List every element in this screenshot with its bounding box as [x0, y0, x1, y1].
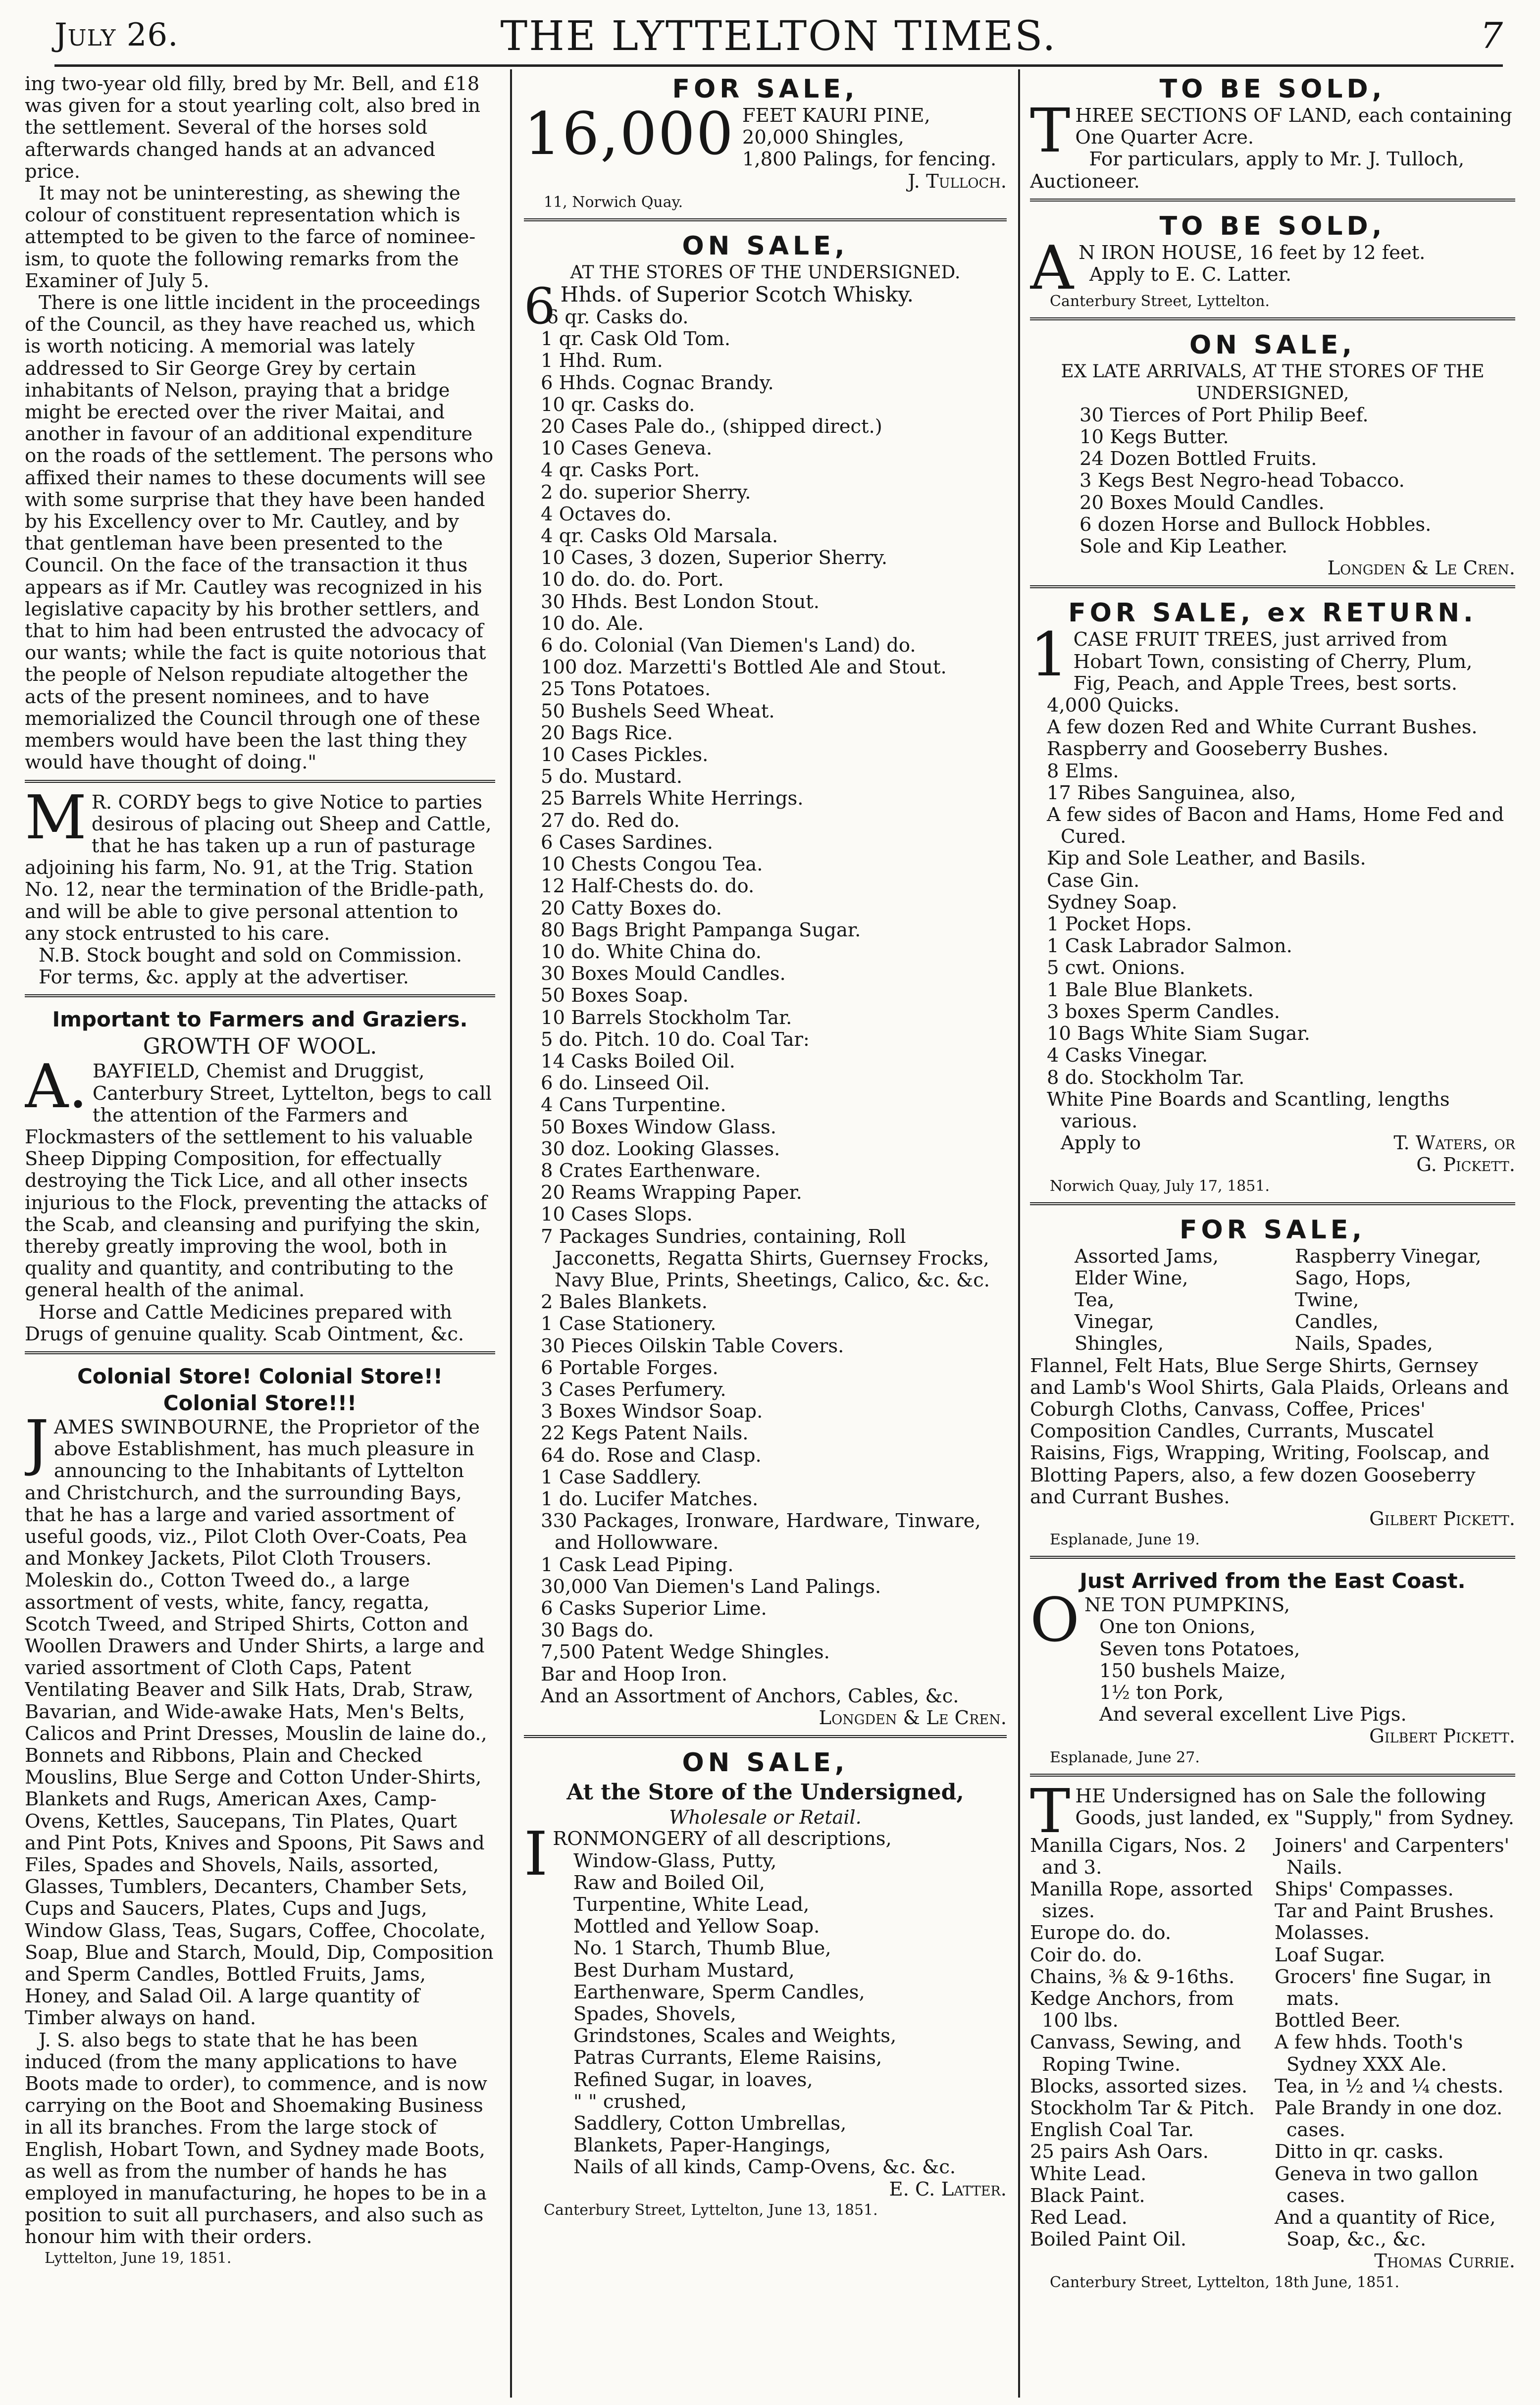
list-item: Window-Glass, Putty, [573, 1849, 777, 1872]
list-item: 10 do. Ale. [541, 612, 644, 635]
divider [524, 218, 1007, 221]
ad-heading: Just Arrived from the East Coast. [1079, 1569, 1466, 1593]
column-2 [524, 73, 1007, 2405]
goods-pair-row [1030, 1268, 1515, 1289]
drop-cap: J [25, 1407, 49, 1478]
ad-text: R. CORDY begs to give Notice to parties desirous of placing out Sheep and Cattle, that he has taken up a run of pasturage adjoining his farm, No. 91, at the Trig. Station No. 12, near the termination of the Bridle-path, and will be able to give personal attention to any stock entrusted to his care. [25, 791, 492, 945]
goods-pairs [1030, 1246, 1515, 1355]
list-item: 25 pairs Ash Oars. [1030, 2141, 1209, 2163]
goods-list [524, 1850, 1007, 2179]
list-item: 2 do. superior Sherry. [541, 481, 751, 504]
list-item: Nails of all kinds, Camp-Ovens, &c. &c. [573, 2156, 956, 2179]
goods-pair-row [1030, 1289, 1515, 1311]
ad-subheading: At the Store of the Undersigned, [566, 1780, 964, 1805]
article [25, 73, 495, 774]
list-item: 7 Packages Sundries, containing, Roll Jacconetts, Regatta Shirts, Guernsey Frocks, Navy Blue, Prints, Sheetings, Calico, &c. &c. [541, 1225, 990, 1291]
list-item: Pale Brandy in one doz. cases. [1275, 2097, 1503, 2142]
divider [1030, 585, 1515, 588]
ad-text: BAYFIELD, Chemist and Druggist, Canterbury Street, Lyttelton, begs to call the attention of the Farmers and Flockmasters of the settlement to his valuable Sheep Dipping Composition, for effectually destroying the Tick Lice, and all other insects injurious to the Flock, preventing the attacks of the Scab, and cleansing and purifying the skin, thereby greatly improving the wool, both in quality and quantity, and contributing to the general health of the animal. [25, 1060, 492, 1302]
list-item: 2 Bales Blankets. [541, 1291, 708, 1314]
ad-longden [524, 230, 1007, 1729]
ad-text: Flannel, Felt Hats, Blue Serge Shirts, Gernsey and Lamb's Wool Shirts, Gala Plaids, Orleans and Coburgh Cloths, Canvass, Coffee, Prices' Composition Candles, Currants, Muscatel Raisins, Figs, Wrapping, Writing, Foolscap, and Blotting Papers, also, a few dozen Gooseberry and Currant Bushes. [1030, 1354, 1509, 1508]
divider [1030, 1556, 1515, 1559]
list-item: 25 Barrels White Herrings. [541, 787, 804, 810]
list-item: 50 Bushels Seed Wheat. [541, 700, 775, 722]
list-item: Loaf Sugar. [1275, 1944, 1386, 1966]
list-item: 10 do. White China do. [541, 940, 762, 963]
list-item: 3 boxes Sperm Candles. [1047, 1000, 1280, 1023]
list-item: 17 Ribes Sanguinea, also, [1047, 781, 1296, 804]
ad-signature: T. Waters, or [1393, 1132, 1515, 1155]
big-number: 16,000 [524, 105, 734, 168]
drop-cap: T [1030, 96, 1071, 166]
goods-list-left [1030, 1835, 1271, 2251]
list-item: And a quantity of Rice, Soap, &c., &c. [1275, 2206, 1496, 2251]
ad-signature: G. Pickett. [1416, 1154, 1515, 1177]
divider [1030, 317, 1515, 320]
list-item: Refined Sugar, in loaves, [573, 2068, 813, 2091]
ad-address: 11, Norwich Quay. [544, 193, 683, 211]
list-item: " " crushed, [573, 2090, 687, 2113]
ad-heading: Colonial Store!!! [163, 1390, 357, 1415]
list-item: 1 Bale Blue Blankets. [1047, 978, 1254, 1001]
ad-text: AMES SWINBOURNE, the Proprietor of the above Establishment, has much pleasure in announcing to the Inhabitants of Lyttelton and Christchurch, and the surrounding Bays, that he has a large and varied assortment of useful goods, viz., Pilot Cloth Over-Coats, Pea and Monkey Jackets, Pilot Cloth Trousers. Moleskin do., Cotton Tweed do., a large assortment of vests, white, fancy, regatta, Scotch Tweed, and Striped Shirts, Cotton and Woollen Drawers and Under Shirts, a large and varied assortment of Cloth Caps, Patent Ventilating Beaver and Silk Hats, Drab, Straw, Bavarian, and Wide-awake Hats, Men's Belts, Calicos and Print Dresses, Mouslin de laine do., Bonnets and Ribbons, Plain and Checked Mouslins, Blue Serge and Cotton Under-Shirts, Blankets and Rugs, American Axes, Camp-Ovens, Kettles, Saucepans, Tin Plates, Quart and Pint Pots, Knives and Spoons, Pit Saws and Files, Spades and Shovels, Nails, assorted, Glasses, Tumblers, Decanters, Chamber Sets, Cups and Saucers, Plates, Cups and Jugs, Window Glass, Teas, Sugars, Coffee, Chocolate, Soap, Blue and Starch, Mould, Dip, Composition and Sperm Candles, Bottled Fruits, Jams, Honey, and Salad Oil. A large quantity of Timber always on hand. [25, 1416, 494, 2030]
list-item: 5 do. Mustard. [541, 766, 683, 788]
drop-cap: M [25, 782, 87, 853]
ad-sections [1030, 73, 1515, 193]
ad-text: For particulars, apply to Mr. J. Tulloch, Auctioneer. [1030, 148, 1465, 193]
divider [1030, 1774, 1515, 1777]
list-item: 4 Casks Vinegar. [1047, 1044, 1208, 1067]
ad-text: HE Undersigned has on Sale the following Goods, just landed, ex "Supply," from Sydney. [1075, 1785, 1515, 1829]
list-item: A few hhds. Tooth's Sydney XXX Ale. [1275, 2031, 1463, 2076]
list-item: Geneva in two gallon cases. [1275, 2162, 1479, 2207]
list-item: 10 Cases Geneva. [541, 437, 713, 460]
list-item: Coir do. do. [1030, 1944, 1142, 1966]
ad-heading: FOR SALE, [672, 74, 859, 104]
list-item: A few dozen Red and White Currant Bushes. [1047, 716, 1478, 739]
list-item: 50 Boxes Window Glass. [541, 1116, 776, 1138]
list-item: Spades, Shovels, [573, 2003, 736, 2026]
list-item: White Pine Boards and Scantling, lengths various. [1047, 1088, 1450, 1132]
ad-date: Canterbury Street, Lyttelton, 18th June, 1851. [1050, 2273, 1400, 2291]
list-item: Sole and Kip Leather. [1079, 535, 1288, 558]
ad-text: HREE SECTIONS OF LAND, each containing One Quarter Acre. [1075, 104, 1512, 149]
ad-subheading: Wholesale or Retail. [669, 1806, 862, 1829]
list-item: White Lead. [1030, 2162, 1147, 2185]
list-item: Stockholm Tar & Pitch. [1030, 2097, 1255, 2120]
ad-signature: Thomas Currie. [1374, 2250, 1515, 2273]
ad-text: Horse and Cattle Medicines prepared with Drugs of genuine quality. Scab Ointment, &c. [25, 1301, 464, 1345]
list-item: Grindstones, Scales and Weights, [573, 2025, 897, 2047]
list-item: Ships' Compasses. [1275, 1878, 1454, 1900]
list-item: 1 do. Lucifer Matches. [541, 1487, 759, 1510]
list-item: 50 Boxes Soap. [541, 984, 689, 1007]
list-item: 1 Cask Lead Piping. [541, 1553, 734, 1576]
list-item: 6 dozen Horse and Bullock Hobbles. [1079, 513, 1432, 536]
drop-cap: T [1030, 1776, 1071, 1846]
list-item: 10 Bags White Siam Sugar. [1047, 1023, 1310, 1045]
list-item: Turpentine, White Lead, [573, 1893, 810, 1916]
divider [25, 994, 495, 997]
list-item: 30 Pieces Oilskin Table Covers. [541, 1334, 844, 1357]
ad-heading: Colonial Store! Colonial Store!! [77, 1364, 443, 1388]
list-item: 4,000 Quicks. [1047, 694, 1180, 717]
ad-apply: Apply to [1061, 1132, 1141, 1155]
list-item: Molasses. [1275, 1922, 1370, 1944]
ad-cordy [25, 782, 495, 989]
ad-text: Apply to E. C. Latter. [1089, 263, 1292, 286]
list-item: Saddlery, Cotton Umbrellas, [573, 2112, 847, 2135]
list-item: Blocks, assorted sizes. [1030, 2075, 1248, 2098]
goods-list [1030, 405, 1515, 558]
column-rule [1018, 69, 1020, 2398]
list-item: Earthenware, Sperm Candles, [573, 1981, 865, 2003]
ad-bayfield [25, 1006, 495, 1345]
list-item: Raspberry and Gooseberry Bushes. [1047, 738, 1389, 761]
ad-address: Canterbury Street, Lyttelton. [1050, 292, 1270, 310]
ad-text: J. S. also begs to state that he has been induced (from the many applications to have Boots made to order), to commence, and is now carrying on the Boot and Shoemaking Business in all its branches. From the large stock of English, Hobart Town, and Sydney made Boots, as well as from the number of hands he has employed in manufacturing, he hopes to be in a position to suit all purchasers, and also such as honour him with their orders. [25, 2029, 487, 2249]
list-item: 30 doz. Looking Glasses. [541, 1137, 780, 1160]
drop-cap: O [1030, 1585, 1080, 1656]
divider [25, 1351, 495, 1354]
list-item: 6 do. Colonial (Van Diemen's Land) do. [541, 634, 916, 657]
ad-late-arrivals [1030, 329, 1515, 580]
ad-latter [524, 1747, 1007, 2220]
ad-currie [1030, 1776, 1515, 2293]
list-item: Kip and Sole Leather, and Basils. [1047, 847, 1366, 870]
list-item: Grocers' fine Sugar, in mats. [1275, 1965, 1491, 2010]
ad-east-coast [1030, 1568, 1515, 1767]
list-item: 25 Tons Potatoes. [541, 678, 711, 701]
column-1 [25, 73, 495, 2405]
list-item: Best Durham Mustard, [573, 1959, 795, 1982]
goods-pair-row [1030, 1333, 1515, 1355]
list-item: One ton Onions, [1099, 1616, 1256, 1638]
list-item: 7,500 Patent Wedge Shingles. [541, 1641, 830, 1664]
ad-heading: TO BE SOLD, [1159, 74, 1386, 104]
list-item: Case Gin. [1047, 869, 1140, 892]
ad-text: NE TON PUMPKINS, [1084, 1594, 1290, 1617]
list-item: Red Lead. [1030, 2206, 1128, 2229]
goods-list [1030, 695, 1515, 1132]
list-item: 30 Boxes Mould Candles. [541, 963, 786, 985]
ad-note: For terms, &c. apply at the advertiser. [39, 966, 409, 989]
divider [1030, 1202, 1515, 1205]
list-item: 4 qr. Casks Old Marsala. [541, 525, 778, 548]
list-item: 6 qr. Casks do. [546, 306, 689, 329]
ad-line: 1,800 Palings, for fencing. [742, 148, 997, 171]
goods-list-right [1275, 1835, 1515, 2251]
list-item: Tar and Paint Brushes. [1275, 1900, 1494, 1923]
list-item: 4 Octaves do. [541, 503, 672, 525]
list-item: 6 Casks Superior Lime. [541, 1597, 767, 1620]
list-item: Sydney Soap. [1047, 891, 1178, 914]
list-item: 20 Reams Wrapping Paper. [541, 1181, 802, 1204]
newspaper-title: THE LYTTELTON TIMES. [500, 13, 1057, 60]
ad-date: Esplanade, June 27. [1050, 1748, 1200, 1766]
article-paragraph: There is one little incident in the proceedings of the Council, as they have reached us, which is worth noticing. A memorial was lately addressed to Sir George Grey by certain inhabitants of Nelson, praying that a bridge might be erected over the river Maitai, and another in favour of an additional expenditure on the roads of the settlement. The persons who affixed their names to these documents will see with some surprise that they have been handed by his Excellency over to Mr. Cautley, and by that gentleman have been presented to the Council. On the face of the transaction it thus appears as if Mr. Cautley was recognized in his legislative capacity by his brother settlers, and that to him had been entrusted the advocacy of our wants; while the fact is quite notorious that the people of Nelson repudiate altogether the acts of the present nominees, and to have memorialized the Council through one of these members would have been the last thing they would have thought of doing." [25, 292, 494, 774]
ad-note: N.B. Stock bought and sold on Commission. [39, 944, 462, 967]
drop-cap: 6 [524, 277, 556, 335]
issue-date: July 26. [54, 17, 179, 53]
ad-date: Lyttelton, June 19, 1851. [45, 2249, 232, 2267]
ad-heading: Important to Farmers and Graziers. [52, 1007, 468, 1032]
ad-tulloch [524, 73, 1007, 212]
drop-cap: 1 [1030, 619, 1069, 690]
ad-heading: ON SALE, [682, 1748, 849, 1778]
list-item: 5 cwt. Onions. [1047, 957, 1185, 979]
list-item: 1½ ton Pork, [1099, 1681, 1224, 1704]
ad-signature: Longden & Le Cren. [819, 1707, 1007, 1730]
list-item: Tea, in ½ and ¼ chests. [1275, 2075, 1504, 2098]
list-item: Mottled and Yellow Soap. [573, 1915, 820, 1938]
ad-date: Norwich Quay, July 17, 1851. [1050, 1177, 1270, 1195]
ad-line: FEET KAURI PINE, [742, 105, 930, 127]
ad-iron-house [1030, 210, 1515, 311]
ad-signature: Gilbert Pickett. [1369, 1507, 1515, 1530]
ad-subheading: EX LATE ARRIVALS, AT THE STORES OF THE UNDERSIGNED, [1061, 361, 1485, 404]
list-item: 10 qr. Casks do. [541, 393, 695, 416]
list-item: Bottled Beer. [1275, 2009, 1401, 2032]
drop-cap: I [524, 1819, 548, 1890]
list-item: 8 Crates Earthenware. [541, 1159, 761, 1182]
list-item: 30 Tierces of Port Philip Beef. [1079, 404, 1369, 426]
list-item: Kedge Anchors, from 100 lbs. [1030, 1988, 1234, 2032]
list-item: 22 Kegs Patent Nails. [541, 1422, 749, 1445]
list-item: Elder Wine, [1075, 1267, 1188, 1289]
list-item: Nails, Spades, [1295, 1332, 1433, 1355]
list-item: Blankets, Paper-Hangings, [573, 2134, 831, 2157]
list-item: 30 Bags do. [541, 1619, 654, 1642]
list-item: Black Paint. [1030, 2184, 1145, 2207]
ad-date: Esplanade, June 19. [1050, 1531, 1200, 1549]
list-item: 20 Catty Boxes do. [541, 897, 722, 920]
list-item: 10 Cases Pickles. [541, 744, 709, 767]
list-item: A few sides of Bacon and Hams, Home Fed and Cured. [1047, 804, 1504, 848]
ad-text: N IRON HOUSE, 16 feet by 12 feet. [1078, 241, 1426, 264]
ad-subheading: AT THE STORES OF THE UNDERSIGNED. [570, 262, 961, 283]
list-item: 6 do. Linseed Oil. [541, 1072, 710, 1095]
list-item: Chains, ⅜ & 9-16ths. [1030, 1965, 1235, 1988]
list-item: 1 Hhd. Rum. [541, 350, 663, 372]
list-item: 5 do. Pitch. 10 do. Coal Tar: [541, 1028, 810, 1051]
list-item: 330 Packages, Ironware, Hardware, Tinware, and Hollowware. [541, 1510, 981, 1554]
list-item: 6 Hhds. Cognac Brandy. [541, 371, 774, 394]
ad-heading: ON SALE, [682, 231, 849, 261]
list-item: Vinegar, [1075, 1311, 1155, 1333]
list-item: And an Assortment of Anchors, Cables, &c. [541, 1685, 959, 1707]
masthead [54, 10, 1503, 67]
list-item: No. 1 Starch, Thumb Blue, [573, 1937, 831, 1960]
list-item: Manilla Rope, assorted sizes. [1030, 1878, 1253, 1923]
list-item: Raw and Boiled Oil, [573, 1871, 765, 1894]
page-number: 7 [1480, 15, 1503, 56]
ad-heading: FOR SALE, ex RETURN. [1068, 598, 1477, 628]
divider [524, 1735, 1007, 1738]
list-item: 64 do. Rose and Clasp. [541, 1444, 762, 1467]
list-item: 3 Cases Perfumery. [541, 1378, 726, 1401]
ad-fruit-trees [1030, 597, 1515, 1196]
article-paragraph: ing two-year old filly, bred by Mr. Bell, and £18 was given for a stout yearling colt, also bred in the settlement. Several of the horses sold afterwards changed hands at an advanced price. [25, 73, 481, 183]
list-item: Ditto in qr. casks. [1275, 2141, 1444, 2163]
list-item: Canvass, Sewing, and Roping Twine. [1030, 2031, 1241, 2076]
ad-heading: FOR SALE, [1180, 1215, 1366, 1245]
list-item: Manilla Cigars, Nos. 2 and 3. [1030, 1834, 1246, 1879]
list-item: 1 qr. Cask Old Tom. [541, 328, 731, 351]
list-item: Europe do. do. [1030, 1922, 1172, 1944]
article-paragraph: It may not be uninteresting, as shewing the colour of constituent representation which is attempted to be given to the farce of nominee-ism, to quote the following remarks from the Examiner of July 5. [25, 182, 476, 292]
list-item: 1 Case Stationery. [541, 1313, 717, 1335]
list-item: 3 Kegs Best Negro-head Tobacco. [1079, 469, 1405, 492]
list-item: 24 Dozen Bottled Fruits. [1079, 448, 1317, 470]
list-item: Candles, [1295, 1311, 1379, 1333]
list-item: 1 Pocket Hops. [1047, 913, 1192, 936]
list-item: 10 do. do. do. Port. [541, 568, 724, 591]
list-item: 30,000 Van Diemen's Land Palings. [541, 1575, 881, 1598]
ad-swinbourne [25, 1363, 495, 2268]
ad-date: Canterbury Street, Lyttelton, June 13, 1851. [544, 2201, 878, 2219]
column-rule [510, 69, 512, 2398]
list-item: 10 Cases, 3 dozen, Superior Sherry. [541, 547, 888, 569]
list-item: 8 Elms. [1047, 760, 1119, 782]
list-item: Tea, [1075, 1288, 1115, 1311]
divider [1030, 199, 1515, 202]
list-item: 27 do. Red do. [541, 809, 680, 832]
ad-signature: Longden & Le Cren. [1327, 557, 1515, 580]
list-item: Joiners' and Carpenters' Nails. [1275, 1834, 1510, 1879]
ad-heading: TO BE SOLD, [1159, 211, 1386, 241]
column-3 [1030, 73, 1515, 2405]
list-item: Shingles, [1075, 1332, 1164, 1355]
list-item: 6 Cases Sardines. [541, 831, 713, 854]
list-item: 14 Casks Boiled Oil. [541, 1050, 735, 1073]
list-item: Bar and Hoop Iron. [541, 1663, 728, 1686]
list-item: 100 doz. Marzetti's Bottled Ale and Stout. [541, 656, 947, 679]
ad-signature: Gilbert Pickett. [1369, 1725, 1515, 1748]
goods-list [1030, 1616, 1515, 1726]
list-item: Twine, [1295, 1288, 1359, 1311]
list-item: Patras Currants, Eleme Raisins, [573, 2047, 882, 2069]
list-item: Sago, Hops, [1295, 1267, 1412, 1289]
list-item: 10 Chests Congou Tea. [541, 853, 763, 876]
goods-pair-row [1030, 1311, 1515, 1333]
list-item: 4 qr. Casks Port. [541, 459, 700, 482]
list-item: Boiled Paint Oil. [1030, 2228, 1187, 2251]
list-item: 30 Hhds. Best London Stout. [541, 590, 820, 613]
list-item: 10 Cases Slops. [541, 1203, 693, 1226]
list-item: 80 Bags Bright Pampanga Sugar. [541, 919, 861, 941]
list-item: 6 Portable Forges. [541, 1356, 719, 1379]
ad-signature: E. C. Latter. [889, 2178, 1007, 2200]
ad-line: RONMONGERY of all descriptions, [553, 1828, 892, 1850]
list-item: Raspberry Vinegar, [1295, 1245, 1482, 1268]
list-item: 20 Boxes Mould Candles. [1079, 491, 1325, 514]
ad-pickett-sale [1030, 1214, 1515, 1550]
list-item: Seven tons Potatoes, [1099, 1637, 1300, 1660]
list-item: 150 bushels Maize, [1099, 1659, 1286, 1682]
ad-line: Hhds. of Superior Scotch Whisky. [560, 282, 914, 307]
list-item: 10 Kegs Butter. [1079, 426, 1229, 449]
list-item: 12 Half-Chests do. do. [541, 875, 755, 898]
list-item: English Coal Tar. [1030, 2119, 1194, 2142]
ad-heading: ON SALE, [1189, 330, 1356, 360]
list-item: 1 Cask Labrador Salmon. [1047, 935, 1292, 958]
goods-pair-row [1030, 1246, 1515, 1268]
drop-cap: A. [25, 1051, 88, 1122]
goods-list [524, 307, 1007, 1707]
list-item: 1 Case Saddlery. [541, 1466, 702, 1488]
divider [25, 780, 495, 783]
list-item: 10 Barrels Stockholm Tar. [541, 1006, 792, 1029]
ad-text: CASE FRUIT TREES, just arrived from Hobart Town, consisting of Cherry, Plum, Fig, Peach, and Apple Trees, best sorts. [1073, 628, 1473, 695]
list-item: 20 Cases Pale do., (shipped direct.) [541, 415, 882, 438]
list-item: And several excellent Live Pigs. [1099, 1703, 1407, 1726]
ad-subheading: GROWTH OF WOOL. [143, 1034, 377, 1060]
ad-signature: J. Tulloch. [908, 170, 1007, 193]
list-item: 8 do. Stockholm Tar. [1047, 1066, 1245, 1089]
list-item: 20 Bags Rice. [541, 721, 673, 744]
list-item: 3 Boxes Windsor Soap. [541, 1400, 763, 1423]
ad-line: 20,000 Shingles, [742, 126, 904, 149]
list-item: 4 Cans Turpentine. [541, 1094, 726, 1117]
drop-cap: A [1030, 232, 1074, 303]
list-item: Assorted Jams, [1075, 1245, 1219, 1268]
